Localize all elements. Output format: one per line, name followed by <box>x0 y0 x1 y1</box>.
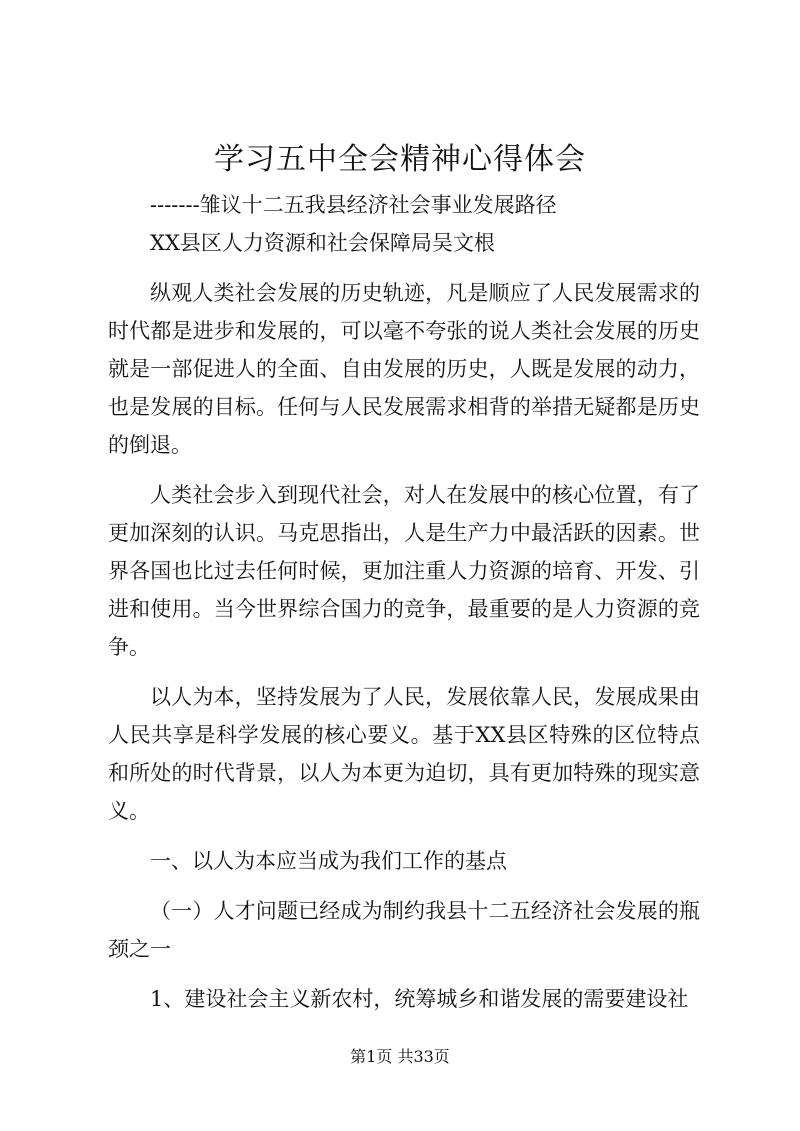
paragraph-2: 人类社会步入到现代社会，对人在发展中的核心位置，有了更加深刻的认识。马克思指出，人是生产力中最活跃的因素。世界各国也比过去任何时候，更加注重人力资源的培育、开发、引进和使用。当今世界综合国力的竞争，最重要的是人力资源的竞争。 <box>108 483 700 659</box>
section-heading-1: 一、以人为本应当成为我们工作的基点 <box>150 849 507 873</box>
page-number: 第1页 共33页 <box>350 1047 450 1066</box>
document-title: 学习五中全会精神心得体会 <box>214 142 586 177</box>
paragraph-1: 纵观人类社会发展的历史轨迹，凡是顺应了人民发展需求的时代都是进步和发展的，可以毫不夸张的说人类社会发展的历史就是一部促进人的全面、自由发展的历史，人既是发展的动力，也是发展的目标。任何与人民发展需求相背的举措无疑都是历史的倒退。 <box>108 281 700 457</box>
document-body <box>108 186 700 1018</box>
section-heading-2: （一）人才问题已经成为制约我县十二五经济社会发展的瓶颈之一 <box>108 899 700 961</box>
document-author: XX县区人力资源和社会保障局吴文根 <box>150 231 495 255</box>
document-subtitle: -------雏议十二五我县经济社会事业发展路径 <box>150 193 557 217</box>
list-item-1: 1、建设社会主义新农村，统筹城乡和谐发展的需要建设社 <box>150 987 689 1011</box>
paragraph-3: 以人为本，坚持发展为了人民，发展依靠人民，发展成果由人民共享是科学发展的核心要义。基于XX县区特殊的区位特点和所处的时代背景，以人为本更为迫切，具有更加特殊的现实意义。 <box>108 685 700 823</box>
